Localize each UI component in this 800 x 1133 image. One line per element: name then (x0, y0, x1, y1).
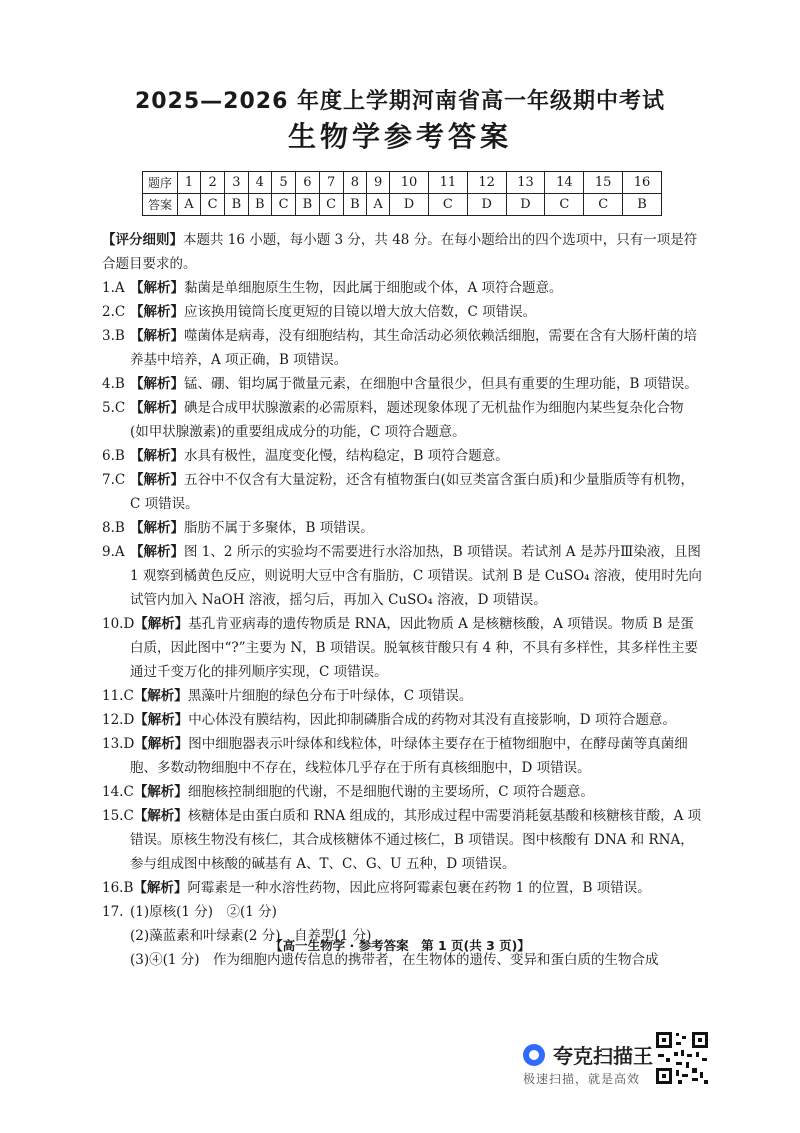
explanation-text: 图中细胞器表示叶绿体和线粒体，叶绿体主要存在于植物细胞中，在酵母菌等真菌细胞、多数动物细胞中不存在，线粒体几乎存在于所有真核细胞中，D 项错误。 (130, 736, 688, 776)
table-cell: 15 (584, 172, 623, 194)
analysis-tag: 【解析】 (130, 400, 184, 416)
analysis-tag: 【解析】 (130, 328, 184, 344)
table-cell: 4 (248, 172, 271, 194)
explanation-text: 碘是合成甲状腺激素的必需原料，题述现象体现了无机盐作为细胞内某些复杂化合物(如甲状腺激素)的重要组成成分的功能，C 项符合题意。 (130, 400, 684, 440)
item-number: 4.B (102, 376, 125, 392)
analysis-tag: 【解析】 (130, 448, 184, 464)
table-cell: B (248, 194, 271, 216)
item-number: 11.C (102, 688, 134, 704)
item-number: 2.C (102, 304, 126, 320)
table-cell: C (271, 194, 295, 216)
item-number: 3.B (102, 328, 125, 344)
explanation-text: 细胞核控制细胞的代谢，不是细胞代谢的主要场所，C 项符合题意。 (187, 784, 594, 800)
scoring-text: 本题共 16 小题，每小题 3 分，共 48 分。在每小题给出的四个选项中，只有一项是符合题目要求的。 (102, 232, 698, 272)
explanation-text: 应该换用镜筒长度更短的目镜以增大放大倍数，C 项错误。 (184, 304, 537, 320)
item-number: 8.B (102, 520, 125, 536)
explanation-text: 图 1、2 所示的实验均不需要进行水浴加热，B 项错误。若试剂 A 是苏丹Ⅲ染液，且图 1 观察到橘黄色反应，则说明大豆中含有脂肪，C 项错误。试剂 B 是 CuSO₄ 溶液，使用时先向试管内加入 NaOH 溶液，摇匀后，再加入 CuSO₄ 溶液，D 项错误。 (130, 544, 702, 608)
scanner-brand-name: 夸克扫描王 (553, 1044, 653, 1068)
analysis-tag: 【解析】 (134, 616, 189, 632)
explanation-item (102, 372, 702, 396)
table-cell: 9 (367, 172, 390, 194)
explanation-text: 水具有极性，温度变化慢，结构稳定，B 项符合题意。 (184, 448, 509, 464)
item-number: 9.A (102, 544, 125, 560)
analysis-tag: 【解析】 (130, 304, 184, 320)
explanation-item (102, 444, 702, 468)
document-title: 2025—2026 年度上学期河南省高一年级期中考试 (134, 89, 666, 114)
table-cell: C (200, 194, 224, 216)
explanation-item (102, 468, 702, 516)
table-cell: 3 (225, 172, 248, 194)
analysis-tag: 【解析】 (130, 520, 184, 536)
analysis-tag: 【解析】 (133, 808, 188, 824)
item-number: 15.C (102, 808, 134, 824)
item-number: 17. (102, 904, 124, 920)
table-cell: B (225, 194, 248, 216)
table-cell: A (178, 194, 201, 216)
explanation-item (102, 396, 702, 444)
item-number: 16.B (102, 880, 134, 896)
document-subtitle: 生物学参考答案 (287, 120, 512, 153)
explanation-text: 黑藻叶片细胞的绿色分布于叶绿体，C 项错误。 (187, 688, 473, 704)
explanation-item (102, 732, 702, 780)
table-cell: 14 (545, 172, 584, 194)
scanner-watermark (523, 1040, 653, 1069)
explanation-item (102, 708, 702, 732)
q17-line-3: (3)④(1 分) 作为细胞内遗传信息的携带者，在生物体的遗传、变异和蛋白质的生物合成 (130, 952, 659, 968)
q17-line-1: (1)原核(1 分) ②(1 分) (130, 904, 277, 920)
analysis-tag: 【解析】 (130, 544, 184, 560)
answer-body (102, 228, 702, 972)
table-cell: 13 (506, 172, 545, 194)
table-cell: 1 (178, 172, 201, 194)
row-label-answer: 答案 (143, 194, 178, 216)
explanation-item (102, 300, 702, 324)
q17-line-2: (2)藻蓝素和叶绿素(2 分) 自养型(1 分) (130, 928, 372, 944)
analysis-tag: 【解析】 (130, 472, 184, 488)
answer-table-answer-row (143, 194, 662, 216)
answer-table (142, 171, 662, 216)
table-cell: 8 (343, 172, 366, 194)
explanation-text: 五谷中不仅含有大量淀粉，还含有植物蛋白(如豆类富含蛋白质)和少量脂质等有机物，C 项错误。 (130, 472, 695, 512)
analysis-tag: 【解析】 (134, 712, 189, 728)
table-cell: 11 (428, 172, 467, 194)
table-cell: B (623, 194, 662, 216)
explanation-text: 中心体没有膜结构，因此抑制磷脂合成的药物对其没有直接影响，D 项符合题意。 (188, 712, 676, 728)
table-cell: 5 (271, 172, 295, 194)
qr-code-icon (654, 1030, 710, 1086)
table-cell: D (390, 194, 429, 216)
table-cell: 10 (390, 172, 429, 194)
table-cell: C (584, 194, 623, 216)
explanation-item (102, 804, 702, 876)
table-cell: A (367, 194, 390, 216)
table-cell: 16 (623, 172, 662, 194)
page-footer: 【高一生物学 · 参考答案 第 1 页(共 3 页)】 (270, 938, 530, 953)
analysis-tag: 【解析】 (130, 376, 184, 392)
analysis-tag: 【解析】 (133, 880, 188, 896)
explanation-text: 脂肪不属于多聚体，B 项错误。 (184, 520, 374, 536)
table-cell: D (506, 194, 545, 216)
table-cell: 2 (200, 172, 224, 194)
analysis-tag: 【解析】 (133, 688, 188, 704)
explanation-text: 核糖体是由蛋白质和 RNA 组成的，其形成过程中需要消耗氨基酸和核糖核苷酸，A 项错误。原核生物没有核仁，其合成核糖体不通过核仁，B 项错误。图中核酸有 DNA 和 RNA，参与组成图中核酸的碱基有 A、T、C、G、U 五种，D 项错误。 (130, 808, 702, 872)
table-cell: D (467, 194, 506, 216)
row-label-number: 题序 (143, 172, 178, 194)
table-cell: C (545, 194, 584, 216)
scanner-slogan: 极速扫描，就是高效 (523, 1072, 641, 1086)
scanner-logo-icon (523, 1044, 545, 1066)
explanation-item (102, 540, 702, 612)
analysis-tag: 【解析】 (133, 784, 188, 800)
item-number: 13.D (102, 736, 135, 752)
explanation-item (102, 612, 702, 684)
table-cell: B (296, 194, 319, 216)
explanation-item (102, 324, 702, 372)
question-17 (102, 900, 702, 924)
table-cell: B (343, 194, 366, 216)
item-number: 14.C (102, 784, 134, 800)
analysis-tag: 【解析】 (134, 736, 189, 752)
scoring-tag: 【评分细则】 (102, 232, 183, 248)
explanation-text: 阿霉素是一种水溶性药物，因此应将阿霉素包裹在药物 1 的位置，B 项错误。 (187, 880, 651, 896)
explanation-item (102, 276, 702, 300)
item-number: 7.C (102, 472, 126, 488)
explanation-text: 黏菌是单细胞原生生物，因此属于细胞或个体，A 项符合题意。 (184, 280, 563, 296)
explanation-item (102, 684, 702, 708)
answer-table-number-row (143, 172, 662, 194)
explanation-text: 锰、硼、钼均属于微量元素，在细胞中含量很少，但具有重要的生理功能，B 项错误。 (184, 376, 698, 392)
explanation-text: 噬菌体是病毒，没有细胞结构，其生命活动必须依赖活细胞，需要在含有大肠杆菌的培养基中培养，A 项正确，B 项错误。 (130, 328, 697, 368)
table-cell: 6 (296, 172, 319, 194)
table-cell: 7 (319, 172, 343, 194)
explanation-item (102, 780, 702, 804)
table-cell: 12 (467, 172, 506, 194)
explanation-item (102, 516, 702, 540)
item-number: 5.C (102, 400, 126, 416)
item-number: 12.D (102, 712, 135, 728)
table-cell: C (428, 194, 467, 216)
item-number: 6.B (102, 448, 125, 464)
table-cell: C (319, 194, 343, 216)
explanation-text: 基孔肯亚病毒的遗传物质是 RNA，因此物质 A 是核糖核酸，A 项错误。物质 B 是蛋白质，因此图中“?”主要为 N，B 项错误。脱氧核苷酸只有 4 种，不具有多样性，其多样性主要通过千变万化的排列顺序实现，C 项错误。 (130, 616, 699, 680)
analysis-tag: 【解析】 (130, 280, 184, 296)
item-number: 1.A (102, 280, 125, 296)
scoring-note (102, 228, 702, 276)
explanation-item (102, 876, 702, 900)
item-number: 10.D (102, 616, 135, 632)
